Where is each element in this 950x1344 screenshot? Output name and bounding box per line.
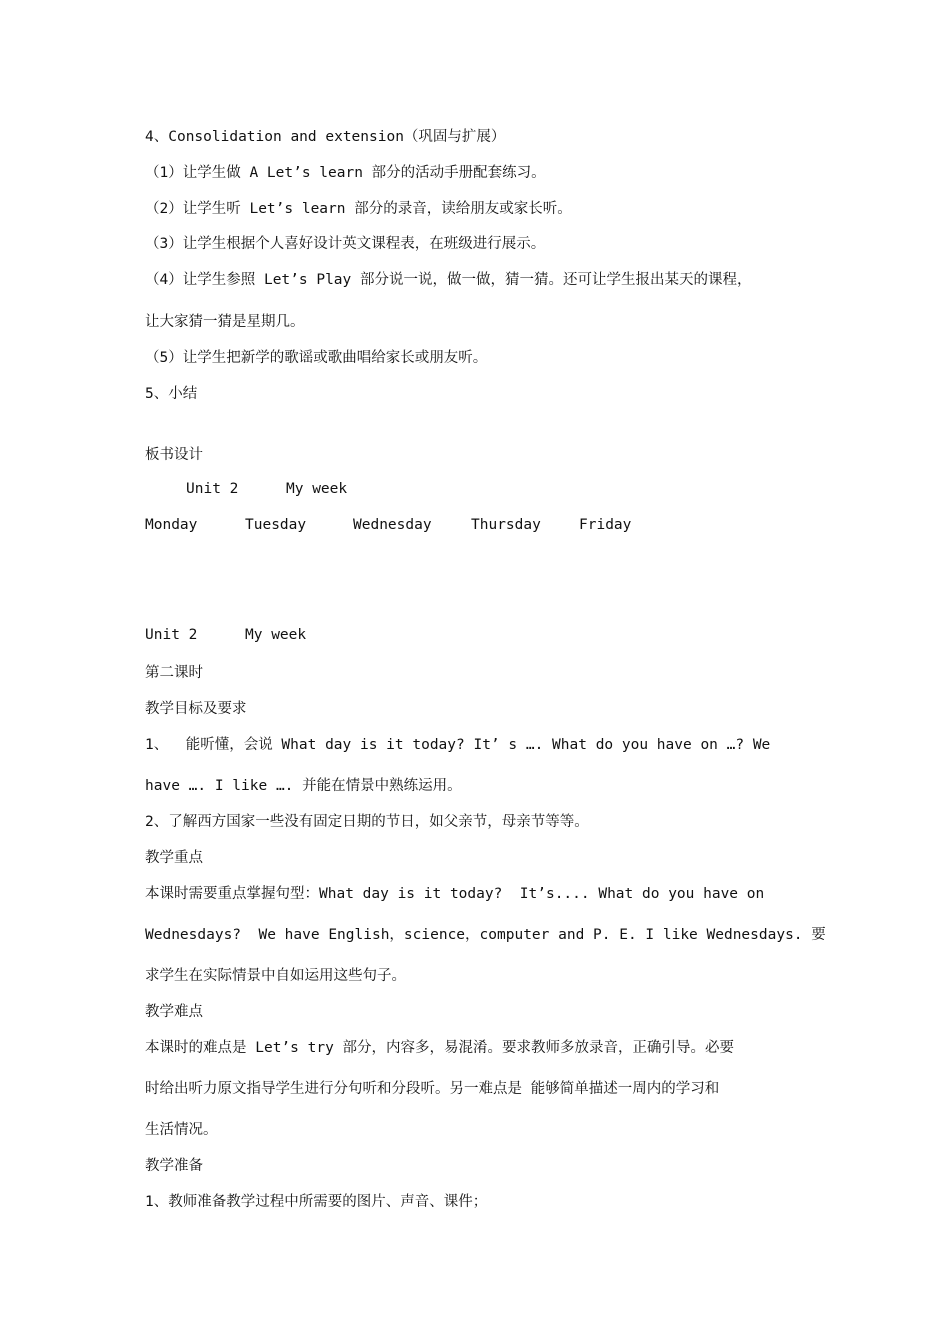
board-day-wednesday: Wednesday <box>353 517 432 533</box>
board-day-thursday: Thursday <box>471 517 541 533</box>
section4-item-2: （2）让学生听 Let’s learn 部分的录音，读给朋友或家长听。 <box>145 201 572 217</box>
difficulty-line-3: 生活情况。 <box>145 1122 218 1138</box>
board-day-friday: Friday <box>579 517 632 533</box>
goals-heading: 教学目标及要求 <box>145 701 247 717</box>
prep-item-1: 1、教师准备教学过程中所需要的图片、声音、课件； <box>145 1194 488 1210</box>
key-line-3: 求学生在实际情景中自如运用这些句子。 <box>145 968 406 984</box>
difficulty-line-1: 本课时的难点是 Let’s try 部分，内容多，易混淆。要求教师多放录音，正确引导。必要 <box>145 1040 735 1056</box>
goal-line-3: 2、了解西方国家一些没有固定日期的节日，如父亲节，母亲节等等。 <box>145 814 589 830</box>
section4-item-1: （1）让学生做 A Let’s learn 部分的活动手册配套练习。 <box>145 165 546 181</box>
board-unit: Unit 2 <box>186 481 239 497</box>
lesson2-period: 第二课时 <box>145 665 203 681</box>
key-line-1: 本课时需要重点掌握句型：What day is it today? It’s.... What do you have on <box>145 886 765 902</box>
section4-item-5: （5）让学生把新学的歌谣或歌曲唱给家长或朋友听。 <box>145 350 488 366</box>
section5-heading: 5、小结 <box>145 386 198 402</box>
board-title: My week <box>286 481 348 497</box>
goal-line-1: 1、 能听懂，会说 What day is it today? It’ s …. What do you have on …? We <box>145 737 771 753</box>
section4-item-3: （3）让学生根据个人喜好设计英文课程表，在班级进行展示。 <box>145 236 546 252</box>
key-line-2: Wednesdays? We have English，science，computer and P. E. I like Wednesdays. 要 <box>145 927 826 943</box>
goal-line-2: have …. I like …. 并能在情景中熟练运用。 <box>145 778 462 794</box>
difficulty-heading: 教学难点 <box>145 1004 203 1020</box>
lesson2-unit: Unit 2 <box>145 627 198 643</box>
section4-item-4-cont: 让大家猜一猜是星期几。 <box>145 314 305 330</box>
lesson2-title: My week <box>245 627 307 643</box>
section4-item-4: （4）让学生参照 Let’s Play 部分说一说，做一做，猜一猜。还可让学生报出某天的课程， <box>145 272 752 288</box>
board-day-tuesday: Tuesday <box>245 517 307 533</box>
section4-heading: 4、Consolidation and extension（巩固与扩展） <box>145 129 506 145</box>
prep-heading: 教学准备 <box>145 1158 203 1174</box>
difficulty-line-2: 时给出听力原文指导学生进行分句听和分段听。另一难点是 能够简单描述一周内的学习和 <box>145 1081 720 1097</box>
key-heading: 教学重点 <box>145 850 203 866</box>
board-day-monday: Monday <box>145 517 198 533</box>
board-heading: 板书设计 <box>145 447 203 463</box>
